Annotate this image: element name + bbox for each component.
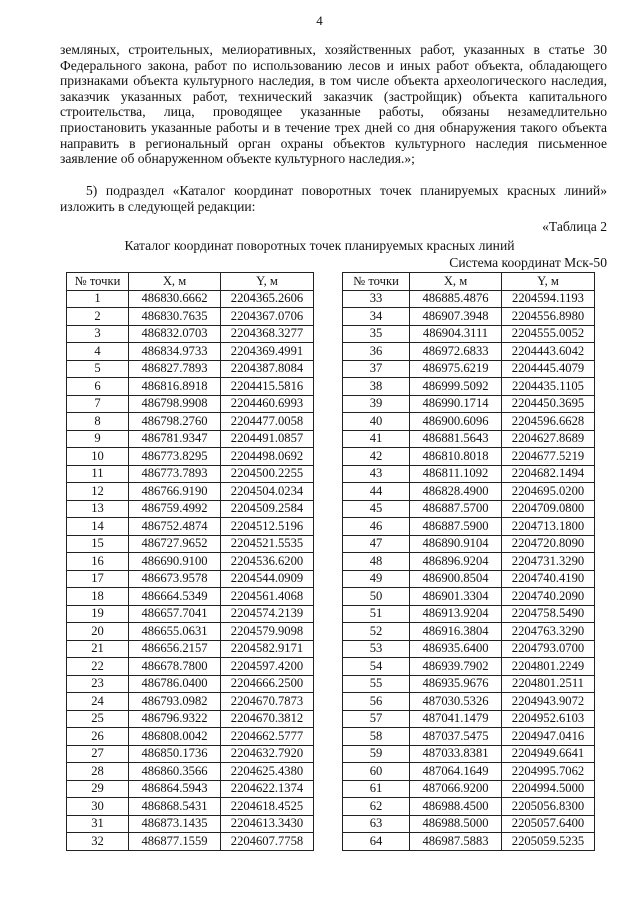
coordinate-system-label: Система координат Мск-50	[449, 255, 607, 270]
cell-point-number: 62	[343, 798, 410, 816]
cell-point-number: 52	[343, 623, 410, 641]
cell-point-number: 44	[343, 483, 410, 501]
cell-y: 2204365.2606	[221, 290, 314, 308]
table-row	[343, 798, 595, 816]
cell-point-number: 4	[67, 343, 129, 361]
table-row	[67, 360, 314, 378]
cell-x: 486935.9676	[410, 675, 502, 693]
cell-x: 486901.3304	[410, 588, 502, 606]
table-row	[67, 448, 314, 466]
cell-y: 2204627.8689	[502, 430, 595, 448]
table-row	[343, 588, 595, 606]
table-row	[343, 553, 595, 571]
cell-point-number: 41	[343, 430, 410, 448]
cell-x: 486988.5000	[410, 815, 502, 833]
cell-y: 2204949.6641	[502, 745, 595, 763]
cell-y: 2204801.2511	[502, 675, 595, 693]
table-row	[343, 413, 595, 431]
cell-point-number: 45	[343, 500, 410, 518]
cell-y: 2204460.6993	[221, 395, 314, 413]
table-row	[67, 378, 314, 396]
cell-x: 486811.1092	[410, 465, 502, 483]
table-row	[67, 658, 314, 676]
table-row	[343, 290, 595, 308]
cell-x: 486828.4900	[410, 483, 502, 501]
cell-point-number: 12	[67, 483, 129, 501]
cell-y: 2204367.0706	[221, 308, 314, 326]
table-row	[67, 413, 314, 431]
cell-point-number: 40	[343, 413, 410, 431]
header-y: Y, м	[221, 273, 314, 291]
cell-y: 2204793.0700	[502, 640, 595, 658]
cell-x: 486830.7635	[129, 308, 221, 326]
cell-x: 486999.5092	[410, 378, 502, 396]
table-row	[67, 798, 314, 816]
table-row	[343, 395, 595, 413]
cell-x: 486990.1714	[410, 395, 502, 413]
cell-y: 2204574.2139	[221, 605, 314, 623]
table-row	[67, 745, 314, 763]
cell-y: 2204477.0058	[221, 413, 314, 431]
table-row	[67, 553, 314, 571]
cell-point-number: 34	[343, 308, 410, 326]
cell-y: 2204670.7873	[221, 693, 314, 711]
cell-y: 2204491.0857	[221, 430, 314, 448]
cell-x: 486678.7800	[129, 658, 221, 676]
cell-y: 2204662.5777	[221, 728, 314, 746]
page-number: 4	[316, 13, 323, 28]
cell-x: 486798.9908	[129, 395, 221, 413]
table-row	[343, 430, 595, 448]
cell-x: 486935.6400	[410, 640, 502, 658]
table-header-row	[343, 273, 595, 291]
header-point-number: № точки	[67, 273, 129, 291]
cell-y: 2204597.4200	[221, 658, 314, 676]
table-row	[67, 693, 314, 711]
cell-x: 486850.1736	[129, 745, 221, 763]
table-row	[67, 308, 314, 326]
cell-y: 2204682.1494	[502, 465, 595, 483]
cell-point-number: 64	[343, 833, 410, 851]
table-row	[343, 658, 595, 676]
table-row	[67, 483, 314, 501]
cell-y: 2204740.4190	[502, 570, 595, 588]
table-row	[343, 693, 595, 711]
table-row	[343, 640, 595, 658]
cell-y: 2204561.4068	[221, 588, 314, 606]
cell-x: 486830.6662	[129, 290, 221, 308]
cell-y: 2204947.0416	[502, 728, 595, 746]
table-row	[67, 430, 314, 448]
cell-y: 2204994.5000	[502, 780, 595, 798]
table-row	[343, 483, 595, 501]
cell-point-number: 25	[67, 710, 129, 728]
cell-y: 2204582.9171	[221, 640, 314, 658]
cell-y: 2204498.0692	[221, 448, 314, 466]
cell-x: 486896.9204	[410, 553, 502, 571]
cell-point-number: 53	[343, 640, 410, 658]
cell-y: 2204509.2584	[221, 500, 314, 518]
cell-point-number: 58	[343, 728, 410, 746]
cell-point-number: 48	[343, 553, 410, 571]
cell-point-number: 38	[343, 378, 410, 396]
table-row	[67, 640, 314, 658]
cell-y: 2204943.9072	[502, 693, 595, 711]
cell-point-number: 47	[343, 535, 410, 553]
cell-y: 2204521.5535	[221, 535, 314, 553]
cell-x: 486881.5643	[410, 430, 502, 448]
cell-y: 2204512.5196	[221, 518, 314, 536]
cell-x: 486988.4500	[410, 798, 502, 816]
cell-y: 2204995.7062	[502, 763, 595, 781]
cell-y: 2204536.6200	[221, 553, 314, 571]
cell-x: 486916.3804	[410, 623, 502, 641]
cell-y: 2204500.2255	[221, 465, 314, 483]
table-row	[67, 763, 314, 781]
header-y: Y, м	[502, 273, 595, 291]
cell-x: 486864.5943	[129, 780, 221, 798]
cell-point-number: 27	[67, 745, 129, 763]
table-row	[67, 815, 314, 833]
cell-y: 2205056.8300	[502, 798, 595, 816]
cell-point-number: 18	[67, 588, 129, 606]
table-row	[343, 308, 595, 326]
coordinates-table-right	[342, 272, 595, 851]
cell-x: 486834.9733	[129, 343, 221, 361]
cell-y: 2204670.3812	[221, 710, 314, 728]
cell-y: 2204695.0200	[502, 483, 595, 501]
cell-y: 2204625.4380	[221, 763, 314, 781]
table-row	[343, 728, 595, 746]
table-row	[67, 710, 314, 728]
cell-point-number: 54	[343, 658, 410, 676]
cell-x: 486907.3948	[410, 308, 502, 326]
cell-point-number: 15	[67, 535, 129, 553]
table-row	[67, 588, 314, 606]
cell-x: 487033.8381	[410, 745, 502, 763]
cell-y: 2204740.2090	[502, 588, 595, 606]
table-row	[343, 675, 595, 693]
cell-x: 486868.5431	[129, 798, 221, 816]
cell-y: 2204544.0909	[221, 570, 314, 588]
cell-point-number: 24	[67, 693, 129, 711]
coordinates-table-left	[66, 272, 314, 851]
cell-y: 2204450.3695	[502, 395, 595, 413]
table-row	[67, 605, 314, 623]
cell-point-number: 10	[67, 448, 129, 466]
cell-x: 486877.1559	[129, 833, 221, 851]
table-row	[67, 500, 314, 518]
table-row	[67, 728, 314, 746]
body-paragraph: земляных, строительных, мелиоративных, хозяйственных работ, указанных в статье 30 Федерального закона, работ по использованию лесов и иных работ объекта, обладающего признаками объекта культурного наследия, в том числе объекта археологического наследия, заказчик указанных работ, технический заказчик (застройщик) объекта капитального строительства, лица, проводящее указанные работы, обязаны незамедлительно приостановить указанные работы и в течение трех дней со дня обнаружения такого объекта направить в региональный орган охраны объектов культурного наследия письменное заявление об обнаруженном объекте культурного наследия.»;	[60, 42, 607, 167]
header-point-number: № точки	[343, 273, 410, 291]
cell-point-number: 28	[67, 763, 129, 781]
cell-x: 486798.2760	[129, 413, 221, 431]
cell-y: 2204556.8980	[502, 308, 595, 326]
cell-y: 2204594.1193	[502, 290, 595, 308]
cell-point-number: 36	[343, 343, 410, 361]
cell-point-number: 57	[343, 710, 410, 728]
cell-x: 486860.3566	[129, 763, 221, 781]
cell-y: 2204632.7920	[221, 745, 314, 763]
table-row	[343, 343, 595, 361]
cell-y: 2204596.6628	[502, 413, 595, 431]
cell-y: 2204369.4991	[221, 343, 314, 361]
table-row	[67, 833, 314, 851]
table-row	[67, 343, 314, 361]
cell-y: 2204731.3290	[502, 553, 595, 571]
cell-x: 486793.0982	[129, 693, 221, 711]
cell-x: 486766.9190	[129, 483, 221, 501]
cell-x: 486796.9322	[129, 710, 221, 728]
table-row	[343, 815, 595, 833]
cell-y: 2204579.9098	[221, 623, 314, 641]
cell-point-number: 61	[343, 780, 410, 798]
cell-x: 486786.0400	[129, 675, 221, 693]
cell-y: 2204607.7758	[221, 833, 314, 851]
table-row	[343, 745, 595, 763]
cell-y: 2204445.4079	[502, 360, 595, 378]
cell-y: 2204677.5219	[502, 448, 595, 466]
cell-point-number: 9	[67, 430, 129, 448]
cell-point-number: 32	[67, 833, 129, 851]
cell-x: 487066.9200	[410, 780, 502, 798]
cell-x: 486832.0703	[129, 325, 221, 343]
cell-point-number: 11	[67, 465, 129, 483]
table-row	[67, 535, 314, 553]
cell-y: 2204720.8090	[502, 535, 595, 553]
cell-y: 2204368.3277	[221, 325, 314, 343]
cell-y: 2204387.8084	[221, 360, 314, 378]
table-row	[343, 378, 595, 396]
cell-point-number: 50	[343, 588, 410, 606]
cell-x: 486827.7893	[129, 360, 221, 378]
cell-y: 2204504.0234	[221, 483, 314, 501]
cell-y: 2204713.1800	[502, 518, 595, 536]
amendment-paragraph: 5) подраздел «Каталог координат поворотных точек планируемых красных линий» изложить в следующей редакции:	[60, 183, 607, 214]
cell-point-number: 26	[67, 728, 129, 746]
cell-y: 2204618.4525	[221, 798, 314, 816]
table-row	[67, 570, 314, 588]
table-row	[67, 325, 314, 343]
cell-point-number: 51	[343, 605, 410, 623]
table-row	[67, 675, 314, 693]
table-row	[343, 448, 595, 466]
cell-point-number: 1	[67, 290, 129, 308]
cell-x: 486816.8918	[129, 378, 221, 396]
cell-x: 486773.8295	[129, 448, 221, 466]
cell-x: 487064.1649	[410, 763, 502, 781]
cell-point-number: 46	[343, 518, 410, 536]
cell-x: 486972.6833	[410, 343, 502, 361]
cell-x: 486873.1435	[129, 815, 221, 833]
table-row	[67, 290, 314, 308]
cell-x: 486900.8504	[410, 570, 502, 588]
cell-point-number: 19	[67, 605, 129, 623]
table-row	[343, 780, 595, 798]
cell-point-number: 55	[343, 675, 410, 693]
cell-x: 486773.7893	[129, 465, 221, 483]
cell-y: 2204443.6042	[502, 343, 595, 361]
cell-y: 2204415.5816	[221, 378, 314, 396]
cell-x: 486727.9652	[129, 535, 221, 553]
table-row	[343, 535, 595, 553]
table-row	[67, 780, 314, 798]
cell-point-number: 49	[343, 570, 410, 588]
cell-x: 486808.0042	[129, 728, 221, 746]
table-row	[343, 325, 595, 343]
cell-point-number: 33	[343, 290, 410, 308]
cell-x: 486657.7041	[129, 605, 221, 623]
cell-y: 2204763.3290	[502, 623, 595, 641]
cell-point-number: 16	[67, 553, 129, 571]
cell-y: 2204758.5490	[502, 605, 595, 623]
table-row	[343, 500, 595, 518]
cell-y: 2205059.5235	[502, 833, 595, 851]
table-row	[343, 360, 595, 378]
cell-x: 486752.4874	[129, 518, 221, 536]
table-row	[67, 465, 314, 483]
table-row	[343, 465, 595, 483]
table-row	[343, 518, 595, 536]
cell-point-number: 2	[67, 308, 129, 326]
cell-point-number: 39	[343, 395, 410, 413]
cell-y: 2204709.0800	[502, 500, 595, 518]
cell-x: 486885.4876	[410, 290, 502, 308]
header-x: X, м	[410, 273, 502, 291]
cell-point-number: 56	[343, 693, 410, 711]
cell-x: 486656.2157	[129, 640, 221, 658]
table-row	[343, 623, 595, 641]
cell-y: 2204952.6103	[502, 710, 595, 728]
cell-y: 2204555.0052	[502, 325, 595, 343]
cell-point-number: 30	[67, 798, 129, 816]
table-row	[343, 570, 595, 588]
cell-x: 486655.0631	[129, 623, 221, 641]
table-row	[67, 395, 314, 413]
table-row	[343, 763, 595, 781]
cell-y: 2204613.3430	[221, 815, 314, 833]
cell-point-number: 20	[67, 623, 129, 641]
cell-x: 487037.5475	[410, 728, 502, 746]
table-label: «Таблица 2	[542, 219, 607, 234]
cell-x: 486887.5900	[410, 518, 502, 536]
cell-x: 487041.1479	[410, 710, 502, 728]
cell-point-number: 63	[343, 815, 410, 833]
cell-y: 2204435.1105	[502, 378, 595, 396]
cell-point-number: 59	[343, 745, 410, 763]
cell-point-number: 7	[67, 395, 129, 413]
cell-point-number: 60	[343, 763, 410, 781]
cell-y: 2204622.1374	[221, 780, 314, 798]
cell-point-number: 13	[67, 500, 129, 518]
cell-point-number: 35	[343, 325, 410, 343]
cell-point-number: 29	[67, 780, 129, 798]
cell-point-number: 14	[67, 518, 129, 536]
cell-point-number: 43	[343, 465, 410, 483]
cell-x: 486810.8018	[410, 448, 502, 466]
cell-x: 486913.9204	[410, 605, 502, 623]
cell-x: 486759.4992	[129, 500, 221, 518]
cell-point-number: 37	[343, 360, 410, 378]
cell-x: 486673.9578	[129, 570, 221, 588]
table-row	[67, 518, 314, 536]
cell-point-number: 42	[343, 448, 410, 466]
cell-point-number: 22	[67, 658, 129, 676]
cell-x: 486975.6219	[410, 360, 502, 378]
cell-x: 486900.6096	[410, 413, 502, 431]
cell-x: 486664.5349	[129, 588, 221, 606]
table-title: Каталог координат поворотных точек планируемых красных линий	[124, 238, 515, 253]
cell-x: 486781.9347	[129, 430, 221, 448]
header-x: X, м	[129, 273, 221, 291]
table-row	[343, 710, 595, 728]
cell-y: 2205057.6400	[502, 815, 595, 833]
table-header-row	[67, 273, 314, 291]
cell-point-number: 8	[67, 413, 129, 431]
cell-x: 486939.7902	[410, 658, 502, 676]
cell-point-number: 23	[67, 675, 129, 693]
table-row	[343, 605, 595, 623]
cell-x: 486887.5700	[410, 500, 502, 518]
table-row	[67, 623, 314, 641]
cell-point-number: 6	[67, 378, 129, 396]
cell-point-number: 5	[67, 360, 129, 378]
cell-y: 2204801.2249	[502, 658, 595, 676]
table-row	[343, 833, 595, 851]
cell-x: 486987.5883	[410, 833, 502, 851]
cell-point-number: 17	[67, 570, 129, 588]
cell-x: 486690.9100	[129, 553, 221, 571]
cell-point-number: 3	[67, 325, 129, 343]
cell-y: 2204666.2500	[221, 675, 314, 693]
cell-point-number: 31	[67, 815, 129, 833]
cell-x: 486904.3111	[410, 325, 502, 343]
cell-x: 487030.5326	[410, 693, 502, 711]
cell-point-number: 21	[67, 640, 129, 658]
cell-x: 486890.9104	[410, 535, 502, 553]
